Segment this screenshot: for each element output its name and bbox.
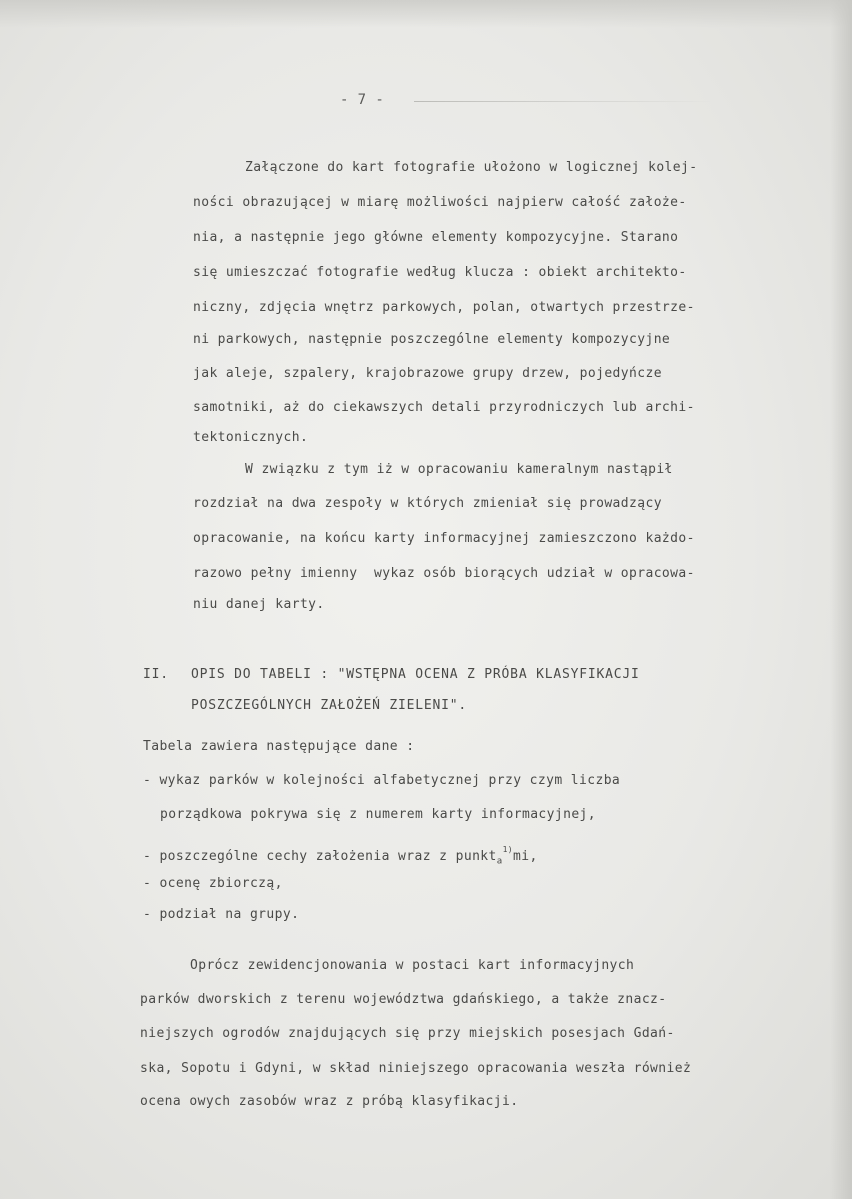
paragraph-3-line-5: ocena owych zasobów wraz z próbą klasyfikacji. [140, 1094, 519, 1109]
header-rule [414, 101, 714, 102]
paragraph-1-line-1: Załączone do kart fotografie ułożono w logicznej kolej- [245, 160, 698, 175]
paragraph-2-line-2: rozdział na dwa zespoły w których zmieniał się prowadzący [193, 496, 662, 511]
paragraph-1-line-7: jak aleje, szpalery, krajobrazowe grupy drzew, pojedyńcze [193, 366, 662, 381]
paragraph-1-line-6: ni parkowych, następnie poszczególne elementy kompozycyjne [193, 332, 671, 347]
section-number: II. [143, 667, 169, 682]
list-item-2-suffix: mi, [513, 849, 538, 864]
paragraph-1-line-3: nia, a następnie jego główne elementy kompozycyjne. Starano [193, 230, 679, 245]
paragraph-3-line-1: Oprócz zewidencjonowania w postaci kart informacyjnych [190, 958, 635, 973]
list-item-4: - podział na grupy. [143, 907, 300, 922]
scan-shadow-top [0, 0, 852, 28]
paragraph-2-line-3: opracowanie, na końcu karty informacyjnej zamieszczono każdo- [193, 531, 695, 546]
paragraph-2-line-1: W związku z tym iż w opracowaniu kameralnym nastąpił [245, 462, 673, 477]
list-item-2-subscript: a [496, 856, 503, 867]
list-item-2 [143, 842, 538, 870]
paragraph-1-line-9: tektonicznych. [193, 430, 309, 445]
paragraph-1-line-4: się umieszczać fotografie według klucza : obiekt architekto- [193, 265, 687, 280]
section-title-line-1: OPIS DO TABELI : "WSTĘPNA OCENA Z PRÓBA KLASYFIKACJI [191, 667, 640, 682]
paragraph-2-line-5: niu danej karty. [193, 597, 325, 612]
paragraph-1-line-8: samotniki, aż do ciekawszych detali przyrodniczych lub archi- [193, 400, 695, 415]
scan-shadow-right [830, 0, 852, 1199]
footnote-marker: 1) [502, 845, 514, 854]
list-item-1-line-1: - wykaz parków w kolejności alfabetycznej przy czym liczba [143, 773, 621, 788]
section-title-line-2: POSZCZEGÓLNYCH ZAŁOŻEŃ ZIELENI". [191, 698, 468, 713]
paragraph-1-line-5: niczny, zdjęcia wnętrz parkowych, polan, otwartych przestrze- [193, 300, 695, 315]
list-item-3: - ocenę zbiorczą, [143, 876, 283, 891]
page-number: - 7 - [340, 92, 385, 108]
paragraph-3-line-4: ska, Sopotu i Gdyni, w skład niniejszego opracowania weszła również [140, 1061, 692, 1076]
paragraph-2-line-4: razowo pełny imienny wykaz osób biorących udział w opracowa- [193, 566, 695, 581]
list-item-2-text: - poszczególne cechy założenia wraz z punkt [143, 849, 497, 864]
list-item-1-line-2: porządkowa pokrywa się z numerem karty informacyjnej, [160, 807, 597, 822]
table-intro: Tabela zawiera następujące dane : [143, 739, 415, 754]
paragraph-3-line-3: niejszych ogrodów znajdujących się przy miejskich posesjach Gdań- [140, 1026, 675, 1041]
paragraph-3-line-2: parków dworskich z terenu województwa gdańskiego, a także znacz- [140, 992, 667, 1007]
paragraph-1-line-2: ności obrazującej w miarę możliwości najpierw całość założe- [193, 195, 687, 210]
